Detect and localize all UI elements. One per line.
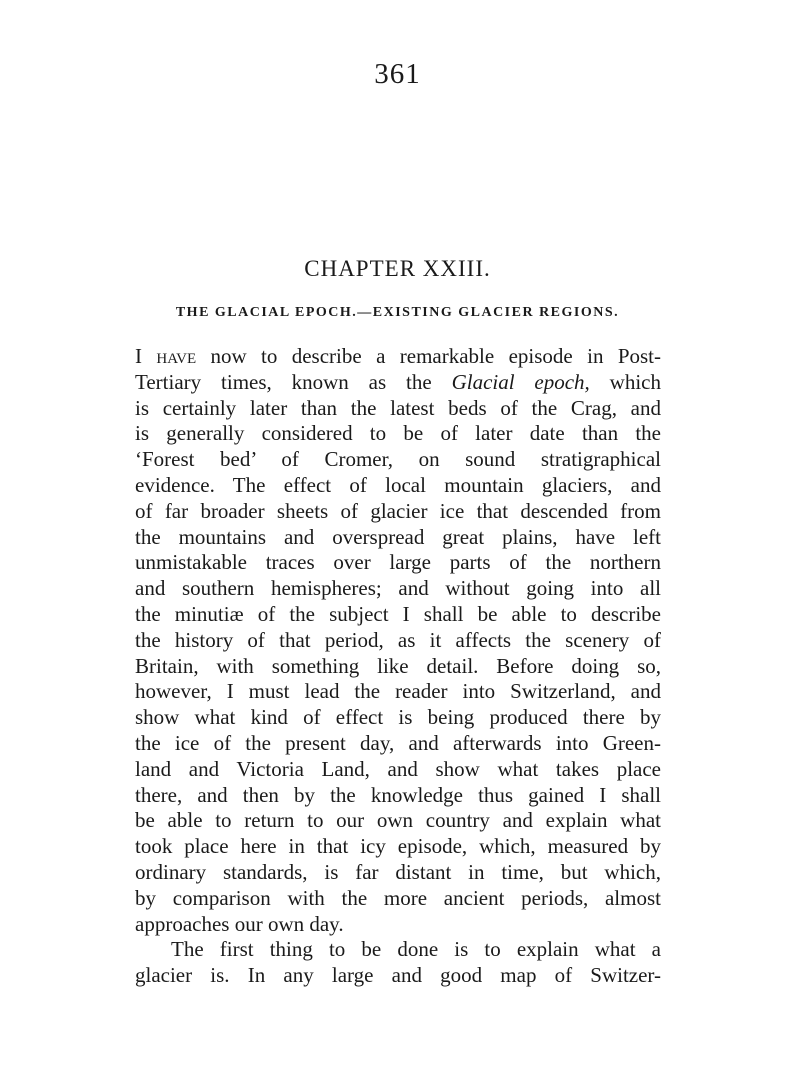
line2-before-em: Tertiary times, known as the xyxy=(135,369,452,394)
text-line: is generally considered to be of later date than the xyxy=(135,421,661,446)
text-line: by comparison with the more ancient periods, almost xyxy=(135,885,661,910)
text-line: there, and then by the knowledge thus gained I shall xyxy=(135,782,661,807)
text-line: Britain, with something like detail. Before doing so, xyxy=(135,653,661,678)
glacial-epoch-emphasis: Glacial epoch, xyxy=(451,369,590,394)
text-line-1 xyxy=(135,344,661,370)
line2-after-em: which xyxy=(589,369,661,394)
text-line: evidence. The effect of local mountain glaciers, and xyxy=(135,472,661,497)
text-line: show what kind of effect is being produced there by xyxy=(135,705,661,730)
text-line: be able to return to our own country and explain what xyxy=(135,808,661,833)
text-line: is certainly later than the latest beds of the Crag, and xyxy=(135,395,661,420)
opening-word: I xyxy=(135,344,142,368)
text-line: the mountains and overspread great plains, have left xyxy=(135,524,661,549)
text-line-2 xyxy=(135,370,661,396)
text-line: however, I must lead the reader into Switzerland, and xyxy=(135,679,661,704)
text-line: unmistakable traces over large parts of the northern xyxy=(135,550,661,575)
text-line: and southern hemispheres; and without going into all xyxy=(135,576,661,601)
text-line: of far broader sheets of glacier ice that descended from xyxy=(135,498,661,523)
paragraph-2-first-line: The first thing to be done is to explain what a xyxy=(171,937,661,962)
text-line: ordinary standards, is far distant in time, but which, xyxy=(135,859,661,884)
page-number: 361 xyxy=(374,58,421,90)
text-line: took place here in that icy episode, which, measured by xyxy=(135,834,661,859)
line1-rest: now to describe a remarkable episode in Post- xyxy=(196,344,661,368)
paragraph-1-last-line: approaches our own day. xyxy=(135,911,344,936)
text-line: the minutiæ of the subject I shall be able to describe xyxy=(135,601,661,626)
text-line: glacier is. In any large and good map of Switzer- xyxy=(135,963,661,988)
text-line: the ice of the present day, and afterwards into Green- xyxy=(135,730,661,755)
chapter-heading: CHAPTER XXIII. xyxy=(304,256,491,281)
opening-smallcaps: have xyxy=(156,344,197,368)
body-text xyxy=(135,344,661,989)
section-title: THE GLACIAL EPOCH.—EXISTING GLACIER REGIONS. xyxy=(175,305,620,320)
text-line: land and Victoria Land, and show what takes place xyxy=(135,756,661,781)
text-line: ‘Forest bed’ of Cromer, on sound stratigraphical xyxy=(135,447,661,472)
text-line: the history of that period, as it affects the scenery of xyxy=(135,627,661,652)
